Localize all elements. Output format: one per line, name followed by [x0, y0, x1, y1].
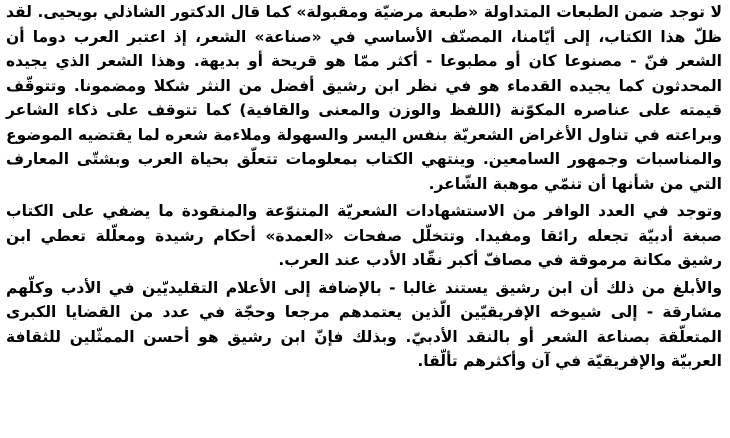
paragraph-1: لا توجد ضمن الطبعات المتداولة «طبعة مرضيّة ومقبولة» كما قال الدكتور الشاذلي بويحيى. لقد ظلّ هذا الكتاب، إلى أيّامنا، المصنّف الأساسي في «صناعة» الشعر، إذ اعتبر العرب دوما أن الشعر فنّ - مصنوعا كان أو مطبوعا - أكثر ممّا هو قريحة أو بديهة. وهذا الشعر الذي يجيده المحدثون كما يجيده القدماء هو في نظر ابن رشيق أفضل من النثر شكلا ومضمونا. وتتوقّف قيمته على عناصره المكوّنة (اللفظ والوزن والمعنى والقافية) كما تتوقف على ذكاء الشاعر وبراعته في تناول الأغراض الشعريّة بنفس اليسر والسهولة وملاءمة شعره لما يقتضيه الموضوع والمناسبات وجمهور السامعين. وينتهي الكتاب بمعلومات تتعلّق بحياة العرب وبشتّى المعارف التي من شأنها أن تنمّي موهبة الشّاعر.: [6, 3, 722, 193]
paragraph-2: وتوجد في العدد الوافر من الاستشهادات الشعريّة المتنوّعة والمنقودة ما يضفي على الكتاب صبغة أدبيّة تجعله رائقا ومفيدا. وتتخلّل صفحات «العمدة» أحكام رشيدة ومعلّلة تعطي ابن رشيق مكانة مرموقة في مصافّ أكبر نقّاد الأدب عند العرب.: [6, 202, 722, 269]
paragraph-3: والأبلغ من ذلك أن ابن رشيق يستند غالبا - بالإضافة إلى الأعلام التقليديّين في الأدب وكلّهم مشارقة - إلى شيوخه الإفريقيّين الّذين يعتمدهم مرجعا وحجّة في عدد من القضايا الكبرى المتعلّقة بصناعة الشعر أو بالنقد الأدبيّ. وبذلك فإنّ ابن رشيق هو أحسن الممثّلين للثقافة العربيّة والإفريقيّة في آن وأكثرهم تألّقا.: [6, 278, 722, 370]
